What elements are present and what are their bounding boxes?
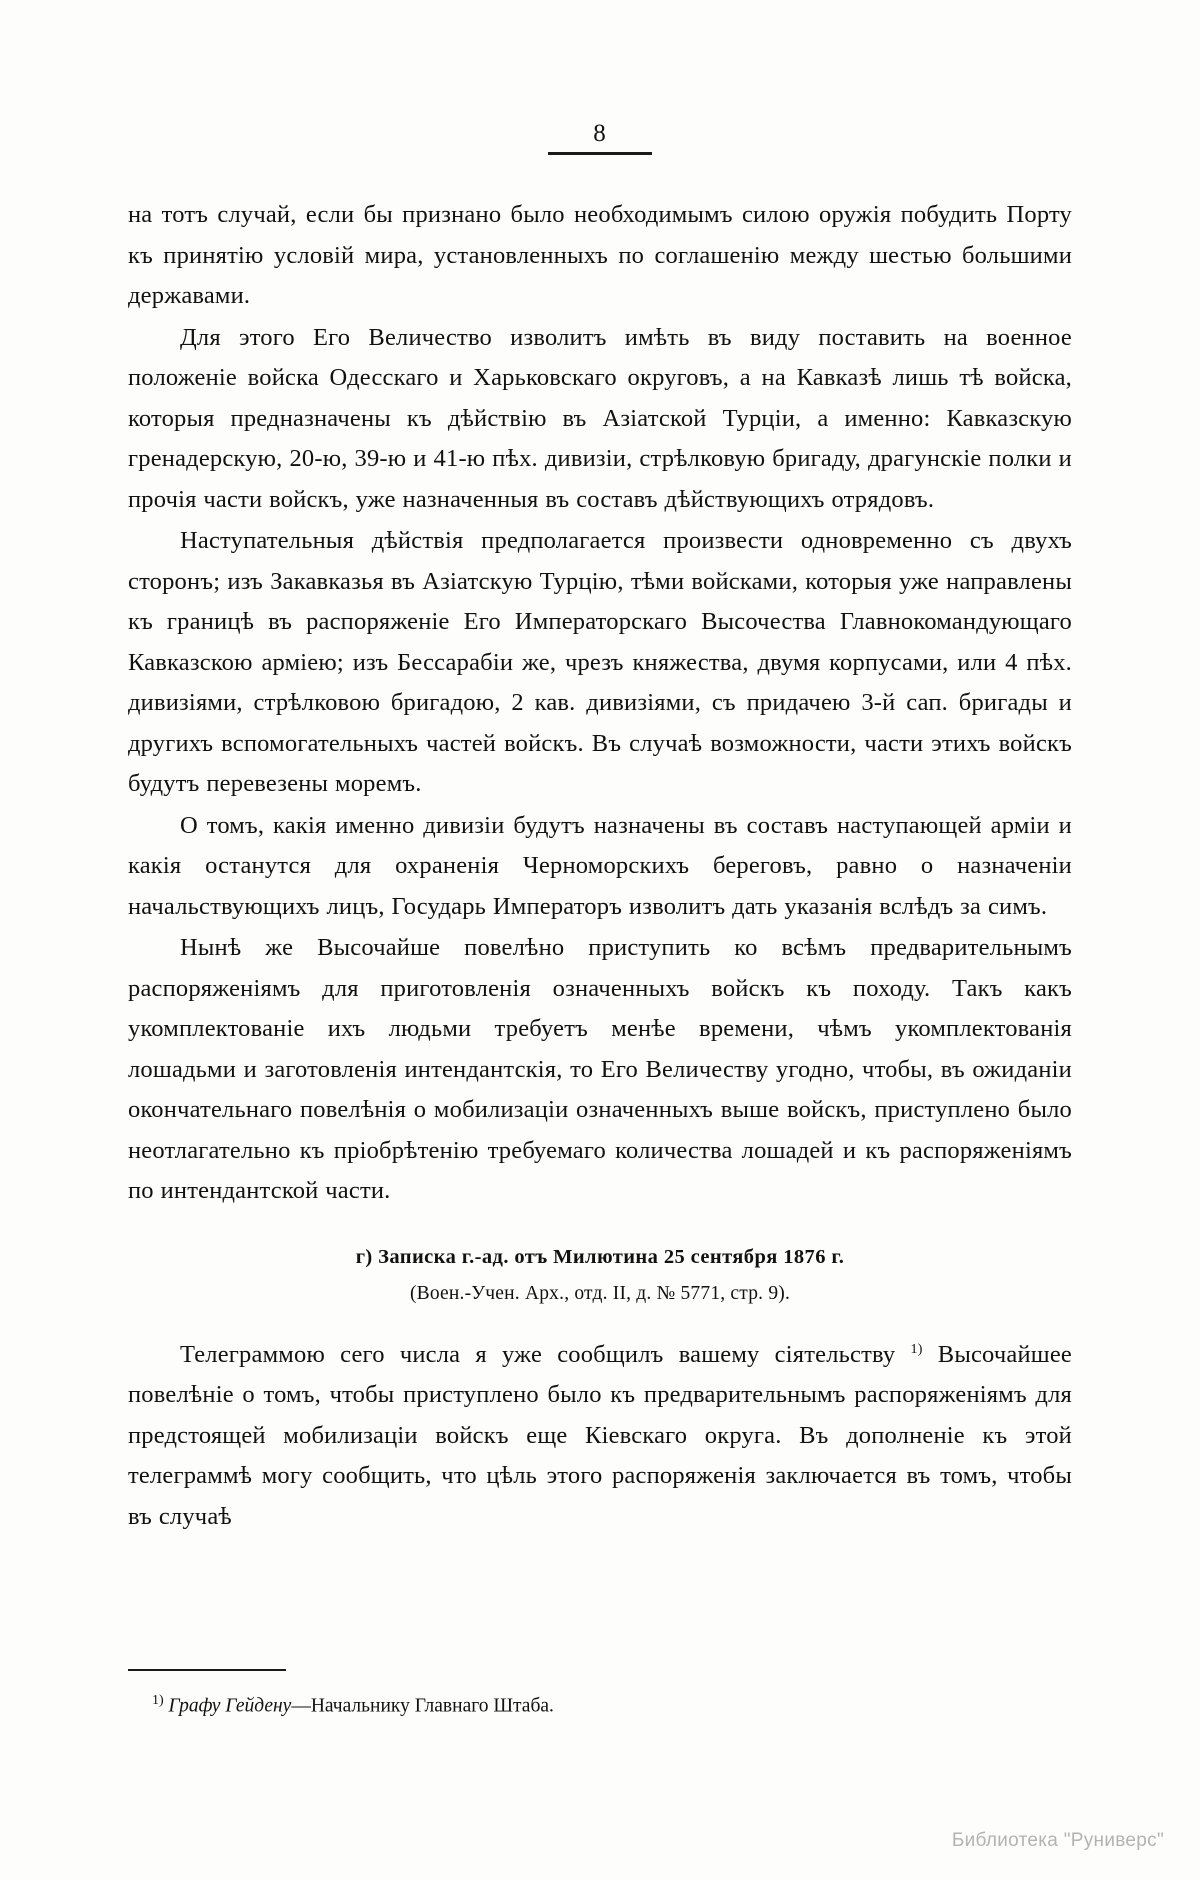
footnote-separator <box>128 1669 286 1671</box>
footnote-reference-1: 1) <box>910 1341 923 1357</box>
paragraph-1: на тотъ случай, если бы признано было необходимымъ силою оружія побудить Порту къ принятію условій мира, установленныхъ по соглашенію между шестью большими державами. <box>128 201 1072 309</box>
page-number: 8 <box>593 120 607 147</box>
paragraph-2: Для этого Его Величество изволитъ имѣть въ виду поставить на военное положеніе войска Одесскаго и Харьковскаго округовъ, а на Кавказѣ лишь тѣ войска, которыя предназначены къ дѣйствію въ Азіатской Турціи, а именно: Кавказскую гренадерскую, 20-ю, 39-ю и 41-ю пѣх. дивизіи, стрѣлковую бригаду, драгунскіе полки и прочія части войскъ, уже назначенныя въ составъ дѣйствующихъ отрядовъ. <box>128 323 1072 513</box>
footnote-italic-text: Графу Гейдену <box>163 1695 292 1717</box>
page-body <box>128 195 1072 1538</box>
paragraph-6-text-after-ref: Высочайшее повелѣніе о томъ, чтобы приступлено было къ предварительнымъ распоряженіямъ для предстоящей мобилизаціи войскъ еще Кіевскаго округа. Въ дополненіе къ этой телеграммѣ могу сообщить, что цѣль этого распоряженія заключается въ томъ, чтобы въ случаѣ <box>128 1340 1072 1530</box>
paragraph-6-text-before-ref: Телеграммою сего числа я уже сообщилъ вашему сіятельству <box>180 1340 911 1368</box>
paragraph-4: О томъ, какія именно дивизіи будутъ назначены въ составъ наступающей арміи и какія останутся для охраненія Черноморскихъ береговъ, равно о назначеніи начальствующихъ лицъ, Государь Императоръ изволитъ дать указанія вслѣдъ за симъ. <box>128 811 1072 920</box>
paragraph-6 <box>128 1335 1072 1538</box>
footnote-1 <box>128 1686 1072 1722</box>
paragraph-3: Наступательныя дѣйствія предполагается произвести одновременно съ двухъ сторонъ; изъ Закавказья въ Азіатскую Турцію, тѣми войсками, которыя уже направлены къ границѣ въ распоряженіе Его Императорскаго Высочества Главнокомандующаго Кавказскою арміею; изъ Бессарабіи же, чрезъ княжества, двумя корпусами, или 4 пѣх. дивизіями, стрѣлковою бригадою, 2 кав. дивизіями, съ придачею 3-й сап. бригады и другихъ вспомогательныхъ частей войскъ. Въ случаѣ возможности, части этихъ войскъ будутъ перевезены моремъ. <box>128 527 1072 797</box>
page-header-rule <box>548 152 652 155</box>
section-heading: г) Записка г.-ад. отъ Милютина 25 сентября 1876 г. <box>355 1245 845 1268</box>
footnote-text: —Начальнику Главнаго Штаба. <box>291 1695 554 1717</box>
paragraph-5: Нынѣ же Высочайше повелѣно приступить ко всѣмъ предварительнымъ распоряженіямъ для приготовленія означенныхъ войскъ къ походу. Такъ какъ укомплектованіе ихъ людьми требуетъ менѣе времени, чѣмъ укомплектованія лошадьми и заготовленія интендантскія, то Его Величеству угодно, чтобы, въ ожиданіи окончательнаго повелѣнія о мобилизаціи означенныхъ выше войскъ, приступлено было неотлагательно къ пріобрѣтенію требуемаго количества лошадей и къ распоряженіямъ по интендантской части. <box>128 934 1072 1204</box>
footnote-marker: 1) <box>152 1693 164 1708</box>
section-source-citation: (Воен.-Учен. Арх., отд. II, д. № 5771, стр. 9). <box>409 1282 791 1304</box>
library-watermark: Библиотека "Руниверс" <box>951 1830 1164 1851</box>
